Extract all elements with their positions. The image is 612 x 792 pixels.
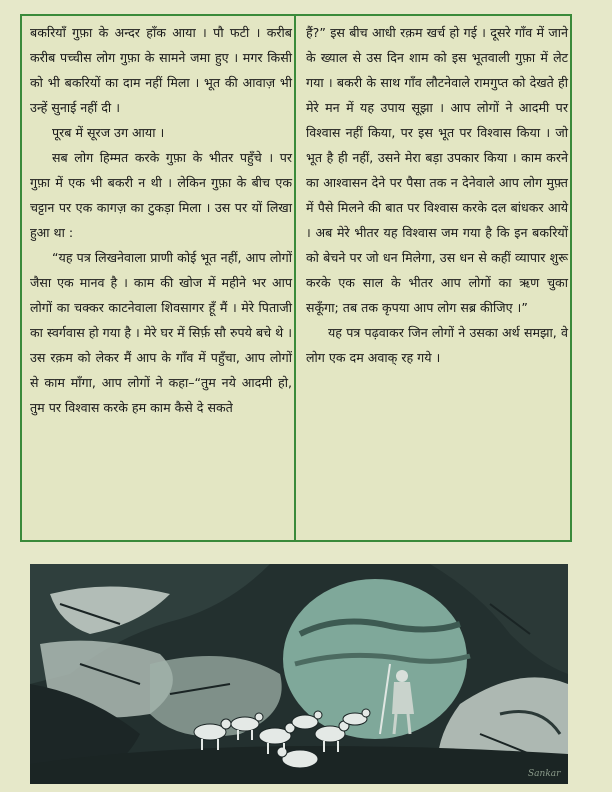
artist-signature: Sankar	[528, 769, 561, 779]
paragraph: सब लोग हिम्मत करके गुफ़ा के भीतर पहुँचे । पर गुफ़ा में एक भी बकरी न थी । लेकिन गुफ़ा के बीच एक चट्टान पर एक कागज़ का टुकड़ा मिला । उस पर यों लिखा हुआ था :	[30, 150, 292, 240]
letter-paragraph: “यह पत्र लिखनेवाला प्राणी कोई भूत नहीं, आप लोगों जैसा एक मानव है । काम की खोज में महीने भर आप लोगों का चक्कर काटनेवाला शिवसागर हूँ मैं । मेरे पिताजी का स्वर्गवास हो गया है । मेरे घर में सिर्फ़ सौ रुपये बचे थे । उस रक़म को लेकर मैं आप के गाँव में पहुँचा, आप लोगों से काम माँगा, आप लोगों ने कहा–“तुम नये आदमी हो, तुम पर विश्वास करके हम काम कैसे दे सकते	[30, 250, 292, 415]
paragraph: पूरब में सूरज उग आया ।	[52, 125, 165, 140]
paragraph: बकरियाँ गुफ़ा के अन्दर हाँक आया । पौ फटी । करीब करीब पच्चीस लोग गुफ़ा के सामने जमा हुए । मगर किसी को भी बकरियों का दाम नहीं मिला । भूत की आवाज़ भी उन्हें सुनाई नहीं दी ।	[30, 25, 292, 115]
letter-paragraph: हैं?” इस बीच आधी रक़म खर्च हो गई । दूसरे गाँव में जाने के ख्याल से उस दिन शाम को इस भूतवाली गुफ़ा में लेट गया । बकरी के साथ गाँव लौटनेवाले रामगुप्त को देखते ही मेरे मन में यह उपाय सूझा । आप लोगों ने आदमी पर विश्वास नहीं किया, पर इस भूत पर विश्वास किया । जो भूत है ही नहीं, उसने मेरा बड़ा उपकार किया । काम करने का आश्वासन देने पर पैसा तक न देनेवाले आप लोग मुफ़्त में पैसे मिलने की बात पर विश्वास करके दल बांधकर आये । अब मेरे भीतर यह विश्वास जम गया है कि इन बकरियों को बेचने पर जो धन मिलेगा, उस धन से कहीं व्यापार शुरू करके एक साल के भीतर आप लोगों का ऋण चुका सकूँगा; तब तक कृपया आप लोग सब्र कीजिए ।”	[306, 25, 568, 315]
left-column	[30, 20, 292, 420]
paragraph: यह पत्र पढ़वाकर जिन लोगों ने उसका अर्थ समझा, वे लोग एक दम अवाक् रह गये ।	[306, 325, 568, 365]
illustration-svg	[30, 564, 568, 784]
right-column	[306, 20, 568, 370]
column-divider	[294, 14, 296, 542]
cave-goats-illustration	[30, 564, 568, 784]
